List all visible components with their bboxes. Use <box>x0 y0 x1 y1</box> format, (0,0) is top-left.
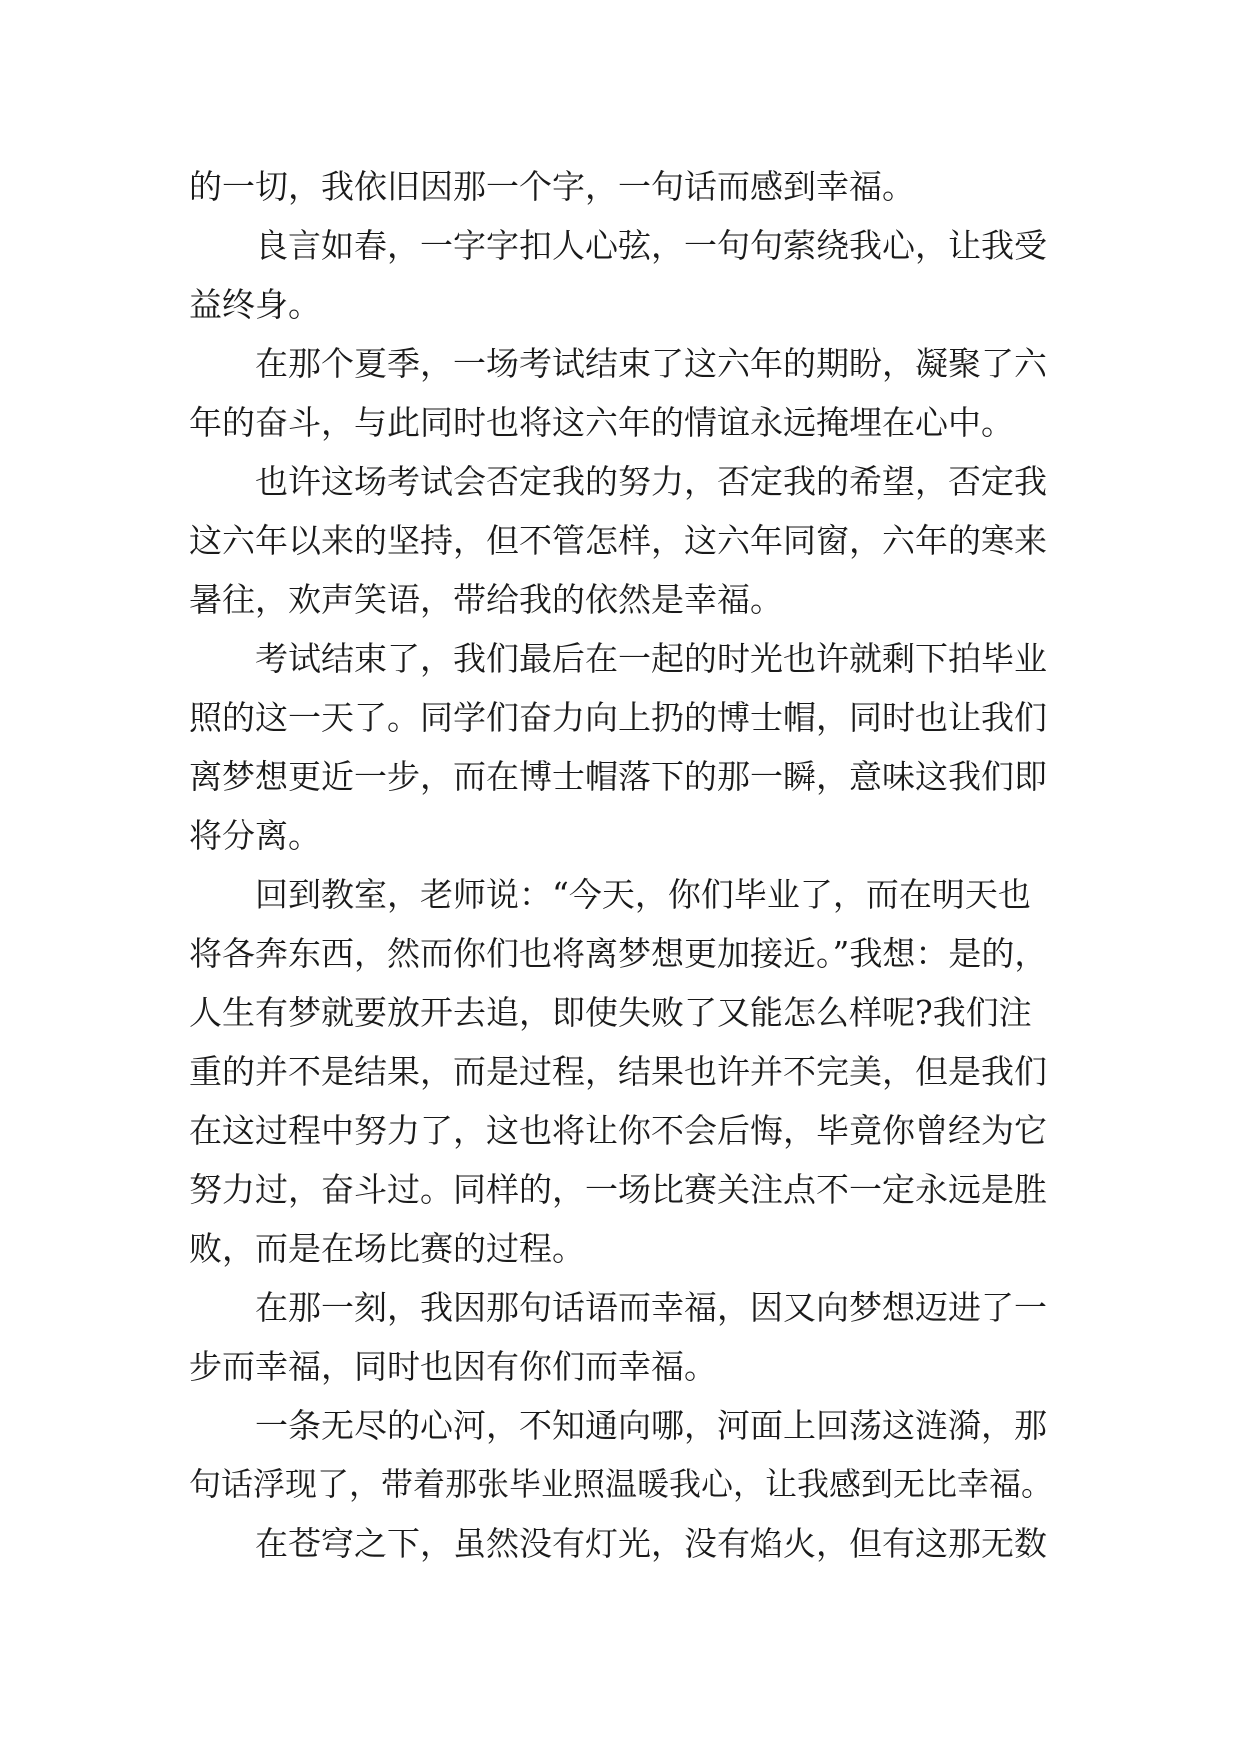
text-line: 照的这一天了。同学们奋力向上扔的博士帽，同时也让我们 <box>189 698 1047 737</box>
text-line: 离梦想更近一步，而在博士帽落下的那一瞬，意味这我们即 <box>189 757 1047 796</box>
text-line: 重的并不是结果，而是过程，结果也许并不完美，但是我们 <box>189 1052 1047 1091</box>
text-line: 的一切，我依旧因那一个字，一句话而感到幸福。 <box>189 167 915 206</box>
text-line: 句话浮现了，带着那张毕业照温暖我心，让我感到无比幸福。 <box>189 1465 1054 1503</box>
text-line: 这六年以来的坚持，但不管怎样，这六年同窗，六年的寒来 <box>189 521 1047 560</box>
text-line: 暑往，欢声笑语，带给我的依然是幸福。 <box>189 580 783 619</box>
text-line: 败，而是在场比赛的过程。 <box>189 1229 585 1268</box>
paragraph-first-line: 考试结束了，我们最后在一起的时光也许就剩下拍毕业 <box>255 639 1047 678</box>
body-text <box>189 157 1055 1573</box>
text-line: 人生有梦就要放开去追，即使失败了又能怎么样呢?我们注 <box>189 993 1032 1032</box>
text-line: 努力过，奋斗过。同样的，一场比赛关注点不一定永远是胜 <box>189 1170 1047 1209</box>
paragraph-first-line: 也许这场考试会否定我的努力，否定我的希望，否定我 <box>255 462 1047 501</box>
text-line: 年的奋斗，与此同时也将这六年的情谊永远掩埋在心中。 <box>189 403 1014 442</box>
text-line: 在这过程中努力了，这也将让你不会后悔，毕竟你曾经为它 <box>189 1111 1047 1150</box>
paragraph-first-line: 在苍穹之下，虽然没有灯光，没有焰火，但有这那无数 <box>255 1524 1047 1563</box>
text-line: 益终身。 <box>189 285 321 324</box>
text-line: 将分离。 <box>189 816 321 855</box>
text-line: 将各奔东西，然而你们也将离梦想更加接近。”我想：是的， <box>189 934 1048 973</box>
paragraph-first-line: 回到教室，老师说：“今天，你们毕业了，而在明天也 <box>255 875 1031 914</box>
text-line: 步而幸福，同时也因有你们而幸福。 <box>189 1347 717 1386</box>
paragraph-first-line: 一条无尽的心河，不知通向哪，河面上回荡这涟漪，那 <box>255 1406 1047 1445</box>
paragraph-first-line: 在那个夏季，一场考试结束了这六年的期盼，凝聚了六 <box>255 344 1047 383</box>
paragraph-first-line: 良言如春，一字字扣人心弦，一句句萦绕我心，让我受 <box>255 226 1047 265</box>
paragraph-first-line: 在那一刻，我因那句话语而幸福，因又向梦想迈进了一 <box>255 1288 1047 1327</box>
